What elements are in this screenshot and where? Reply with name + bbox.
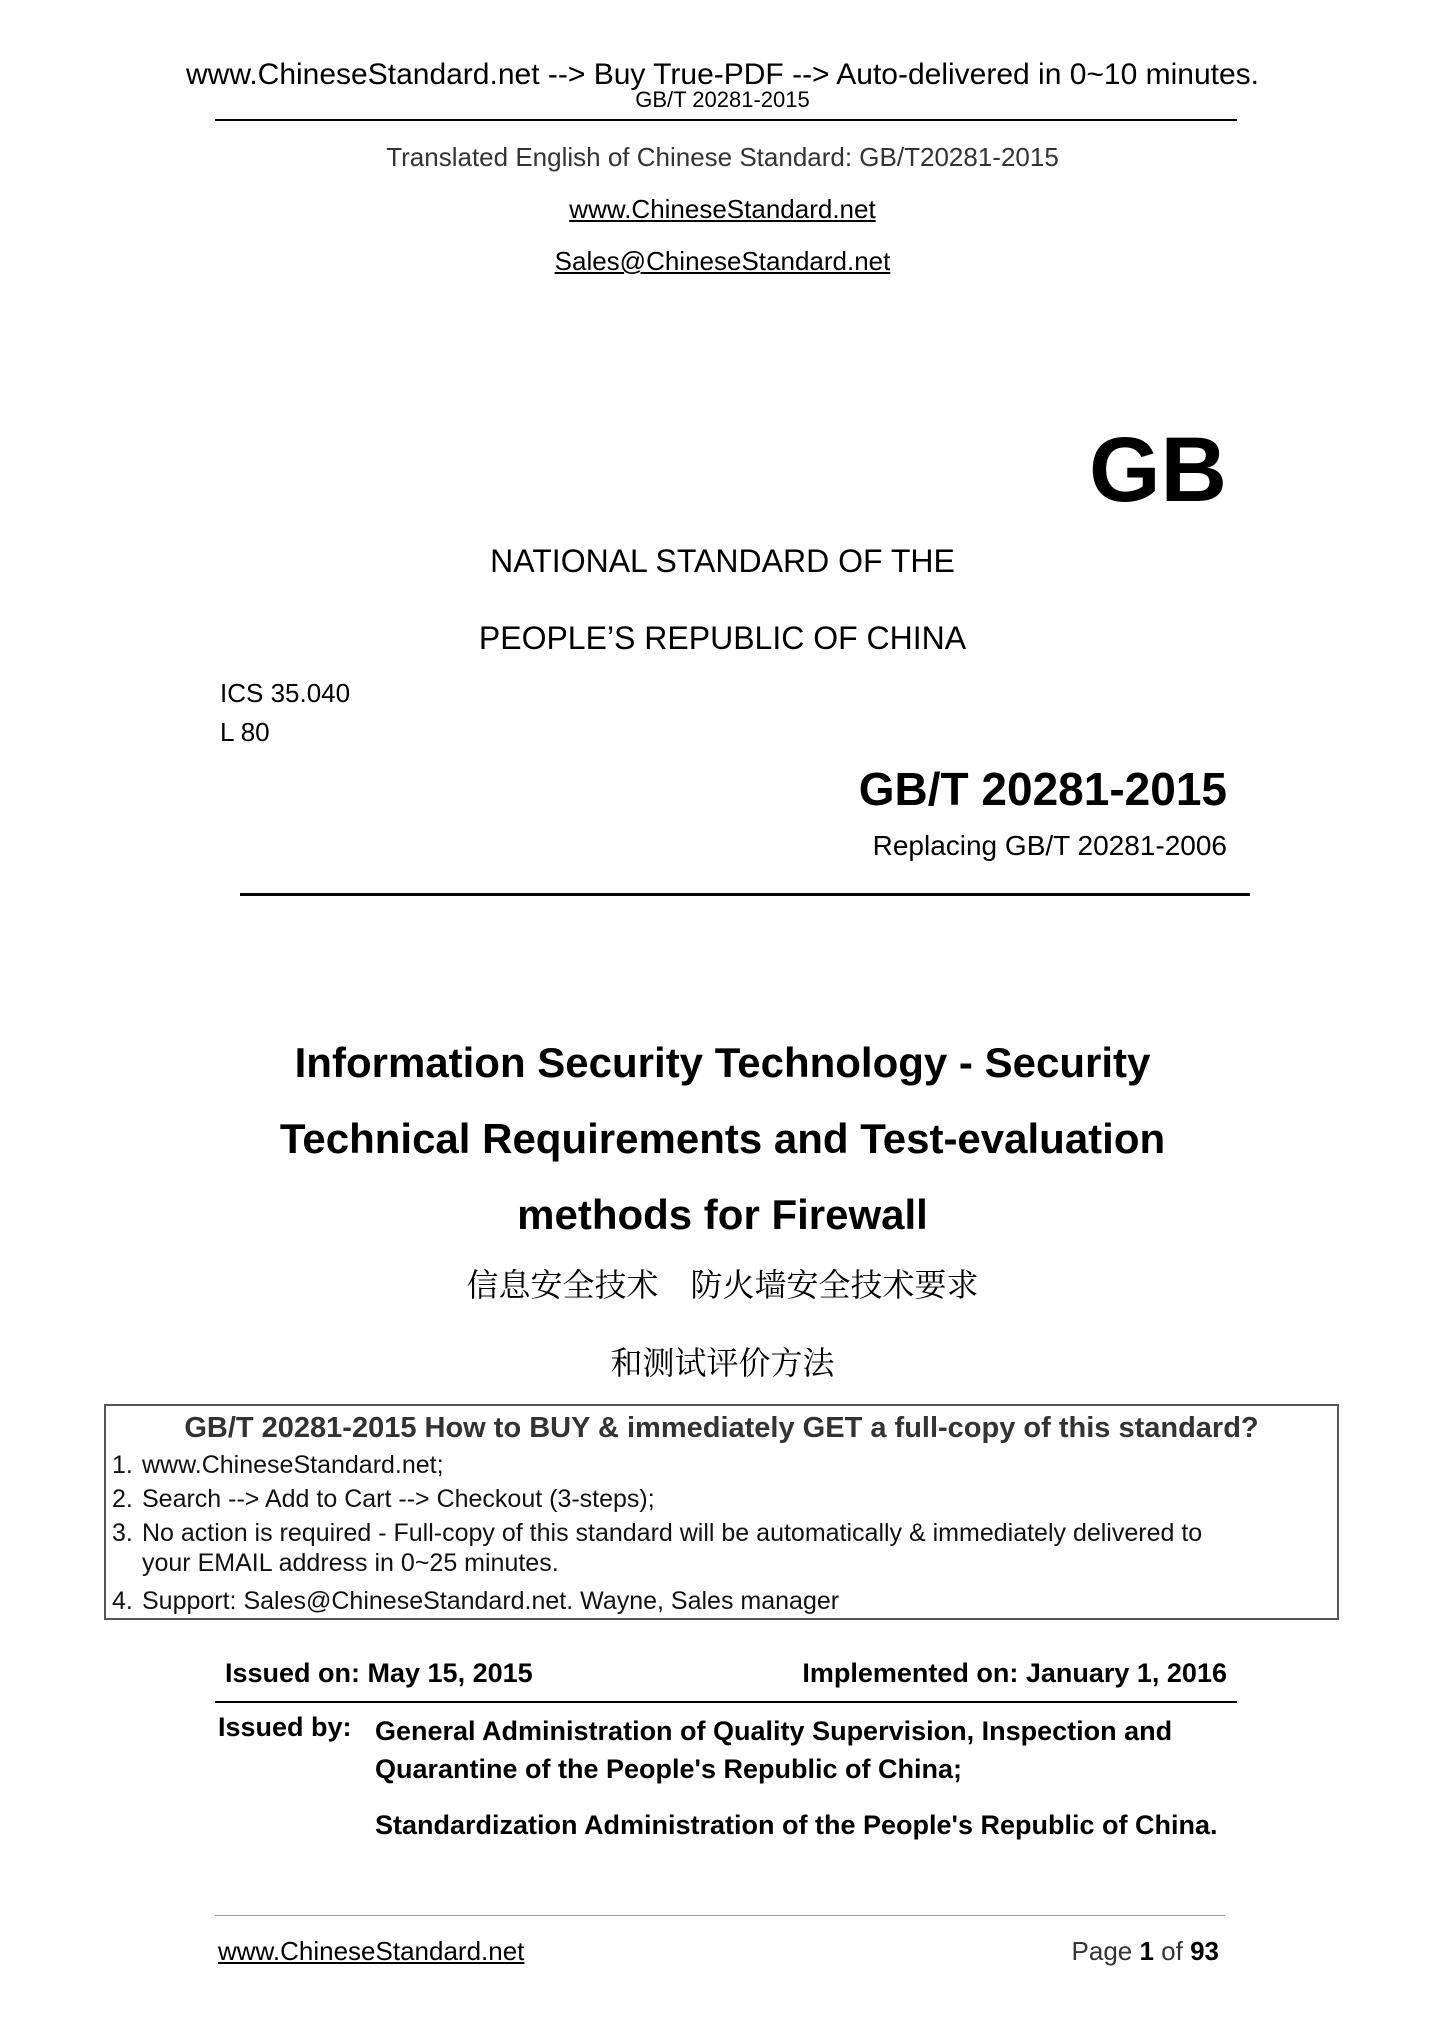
l-code: L 80 xyxy=(220,717,270,747)
buy-step-3 xyxy=(112,1518,1202,1578)
chinese-title-line1: 信息安全技术 防火墙安全技术要求 xyxy=(466,1266,979,1304)
email-link[interactable]: Sales@ChineseStandard.net xyxy=(554,246,891,276)
promo-banner: www.ChineseStandard.net --> Buy True-PDF --> Auto-delivered in 0~10 minutes. xyxy=(185,58,1260,91)
issuer-2: Standardization Administration of the People's Republic of China. xyxy=(375,1810,1218,1840)
issued-on: Issued on: May 15, 2015 xyxy=(225,1658,533,1688)
step-text: Support: Sales@ChineseStandard.net. Wayne, Sales manager xyxy=(142,1587,840,1615)
buy-instructions-box xyxy=(104,1404,1339,1620)
step-number: 2. xyxy=(112,1485,133,1513)
main-divider xyxy=(240,893,1250,896)
header-doc-code: GB/T 20281-2015 xyxy=(635,87,810,112)
document-title xyxy=(200,1025,1245,1253)
page-prefix: Page xyxy=(1071,1936,1140,1966)
ics-code: ICS 35.040 xyxy=(220,678,351,708)
national-standard-line1: NATIONAL STANDARD OF THE xyxy=(490,543,955,579)
chinese-title-line2: 和测试评价方法 xyxy=(610,1344,835,1382)
implemented-on: Implemented on: January 1, 2016 xyxy=(802,1658,1227,1688)
step-text: No action is required - Full-copy of this standard will be automatically & immediately delivered to xyxy=(142,1519,1203,1547)
step-text-continued: your EMAIL address in 0~25 minutes. xyxy=(142,1549,559,1577)
issue-divider xyxy=(215,1701,1237,1703)
email-link-container xyxy=(0,246,1445,277)
issuer-1: General Administration of Quality Supervision, Inspection and Quarantine of the People's Republic of China; xyxy=(375,1716,1173,1784)
buy-step-1 xyxy=(112,1450,444,1480)
page-current: 1 xyxy=(1139,1936,1154,1966)
title-line3: methods for Firewall xyxy=(517,1191,928,1238)
page-total: 93 xyxy=(1190,1936,1219,1966)
title-line2: Technical Requirements and Test-evaluation xyxy=(279,1115,1166,1162)
national-standard-line2: PEOPLE’S REPUBLIC OF CHINA xyxy=(478,620,967,656)
replacing-note: Replacing GB/T 20281-2006 xyxy=(872,830,1227,861)
footer-link-container xyxy=(218,1936,524,1967)
step-text: Search --> Add to Cart --> Checkout (3-steps); xyxy=(142,1485,655,1513)
gb-mark: GB xyxy=(1089,419,1227,521)
page-mid: of xyxy=(1153,1936,1191,1966)
step-text[interactable]: www.ChineseStandard.net; xyxy=(142,1451,444,1479)
footer-link[interactable]: www.ChineseStandard.net xyxy=(218,1936,525,1966)
footer-divider xyxy=(215,1915,1225,1916)
translated-notice: Translated English of Chinese Standard: GB/T20281-2015 xyxy=(386,142,1059,172)
title-line1: Information Security Technology - Security xyxy=(294,1039,1151,1086)
step-number: 1. xyxy=(112,1451,133,1479)
issued-by-label: Issued by: xyxy=(218,1712,352,1742)
site-link-container xyxy=(0,194,1445,225)
buy-step-2 xyxy=(112,1484,655,1514)
step-number: 3. xyxy=(112,1519,133,1547)
step-number: 4. xyxy=(112,1587,133,1615)
header-divider xyxy=(215,119,1237,121)
site-link[interactable]: www.ChineseStandard.net xyxy=(569,194,876,224)
buy-step-4 xyxy=(112,1586,839,1616)
standard-code: GB/T 20281-2015 xyxy=(858,763,1227,815)
buy-box-title: GB/T 20281-2015 How to BUY & immediately GET a full-copy of this standard? xyxy=(184,1412,1259,1444)
page-number xyxy=(1072,1936,1219,1967)
